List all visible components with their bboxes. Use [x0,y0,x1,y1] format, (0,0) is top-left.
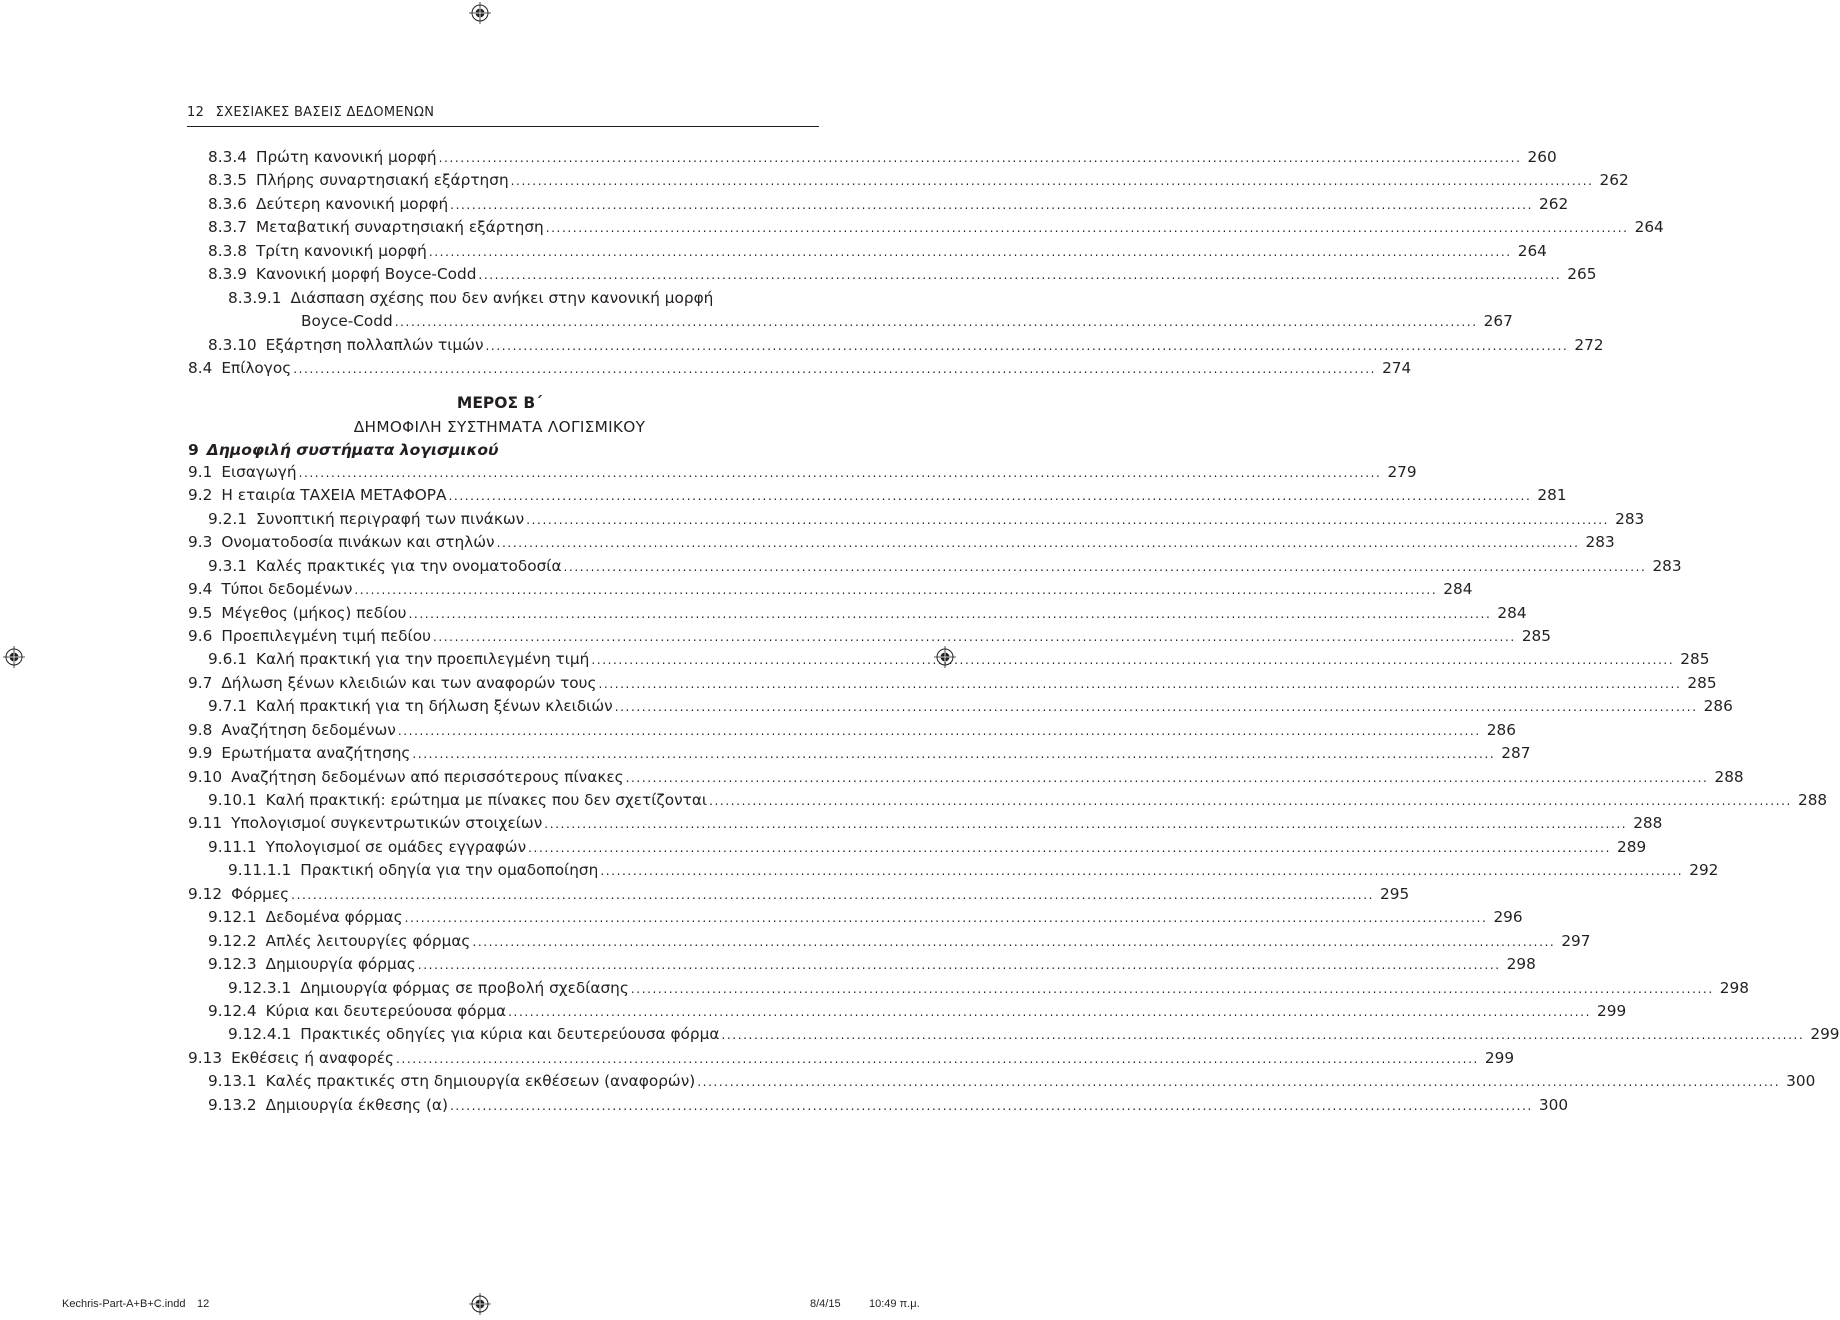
toc-entry-number: 9.12.2 [208,931,257,950]
toc-entry [188,697,1733,720]
toc-entry-label [208,218,544,236]
toc-leader-dots: ........................................................................................................................................................................................................ [448,489,1532,504]
toc-leader-dots: ........................................................................................................................................................................................................ [397,723,1481,738]
toc-entry-number: 9.2 [188,486,213,505]
toc-entry-label [188,359,291,377]
toc-entry-label [188,814,542,832]
toc-entry-label [208,838,526,856]
toc-section-part-b [188,462,1840,1119]
toc-leader-dots: ........................................................................................................................................................................................................ [526,512,1610,527]
toc-entry-page: 260 [1527,148,1557,166]
toc-entry-title: Καλές πρακτικές στη δημιουργία εκθέσεων (αναφορών) [265,1072,696,1091]
toc-entry [188,580,1473,603]
toc-leader-dots: ........................................................................................................................................................................................................ [508,1004,1592,1019]
toc-entry-title: Ονοματοδοσία πινάκων και στηλών [221,533,495,552]
toc-entry-number: 8.3.9 [208,265,247,284]
toc-entry-title: Δημιουργία φόρμας σε προβολή σχεδίασης [300,978,629,997]
toc-entry-page: 283 [1652,556,1682,575]
part-heading [188,392,809,439]
toc-leader-dots: ........................................................................................................................................................................................................ [528,840,1612,855]
toc-entry [188,603,1527,627]
toc-entry-label [188,1049,394,1067]
toc-leader-dots: ........................................................................................................................................................................................................ [510,174,1594,189]
toc-entry [188,720,1516,744]
toc-entry-page: 283 [1615,509,1645,528]
toc-entry [188,1001,1627,1025]
toc-entry-number: 9.12.4 [208,1001,257,1020]
toc-entry-number: 9.13.1 [208,1072,257,1091]
toc-entry [188,335,1604,359]
toc-entry-page: 288 [1797,791,1828,809]
chapter-title: Δημοφιλή συστήματα λογισμικού [206,441,499,460]
toc-entry-page: 292 [1689,861,1719,880]
toc-entry [188,312,1513,335]
toc-entry-page: 288 [1714,767,1744,786]
header-page-number: 12 [187,105,205,120]
toc-leader-dots: ........................................................................................................................................................................................................ [394,315,1478,330]
toc-entry-number: 9.6 [188,626,213,645]
toc-leader-dots: ........................................................................................................................................................................................................ [428,244,1512,259]
toc-entry [188,218,1664,241]
toc-entry-number: 8.3.7 [208,218,247,237]
slug-date: 8/4/15 [810,1298,841,1310]
toc-leader-dots: ........................................................................................................................................................................................................ [625,770,1709,785]
toc-leader-dots: ........................................................................................................................................................................................................ [450,197,1534,212]
toc-entry-title: Μέγεθος (μήκος) πεδίου [221,603,407,622]
toc-leader-dots: ........................................................................................................................................................................................................ [291,887,1375,902]
toc-leader-dots: ........................................................................................................................................................................................................ [449,1098,1533,1113]
toc-entry-label [208,650,589,668]
slug-page: 12 [197,1298,210,1310]
toc-entry-page: 274 [1382,358,1412,377]
toc-entry-label [208,195,448,213]
toc-entry-number: 9.2.1 [208,509,247,528]
toc-entry-label [208,171,509,189]
toc-entry-number: 8.3.5 [208,171,247,190]
toc-entry-number: 9.4 [188,580,213,599]
toc-entry [188,1048,1515,1072]
chapter-number: 9 [188,441,199,460]
registration-mark-left-icon [3,646,25,668]
toc-entry-title: Καλή πρακτική: ερώτημα με πίνακες που δεν σχετίζονται [265,791,708,809]
toc-leader-dots: ........................................................................................................................................................................................................ [598,676,1682,691]
running-header [187,105,827,120]
toc-entry-title: Κανονική μορφή Boyce-Codd [255,265,477,284]
toc-entry-title: Δεύτερη κανονική μορφή [255,194,449,213]
toc-leader-dots: ........................................................................................................................................................................................................ [721,1028,1805,1043]
toc-entry [188,1072,1816,1095]
toc-entry-label [208,510,524,528]
toc-entry-page: 289 [1617,837,1647,856]
toc-entry-number: 9.12.4.1 [228,1025,292,1044]
toc-entry-page: 262 [1599,171,1629,190]
toc-entry-page: 297 [1561,931,1591,950]
toc-entry-number: 8.3.8 [208,241,247,260]
toc-entry-label [208,265,476,283]
toc-entry [188,171,1629,194]
toc-entry-number: 9.13.2 [208,1095,257,1114]
toc-entry-label [208,1072,695,1090]
toc-entry-number: 9.8 [188,720,213,739]
toc-entry-label [188,580,352,598]
toc-entry-label [208,336,484,354]
toc-entry-number: 9.1 [188,462,213,481]
slug-filename: Kechris-Part-A+B+C.indd [62,1298,186,1310]
toc-entry-title: Τύποι δεδομένων [221,580,353,599]
toc-entry-title: Επίλογος [221,358,292,377]
toc-entry [188,486,1567,509]
toc-entry-label [188,674,596,692]
toc-leader-dots: ........................................................................................................................................................................................................ [709,794,1792,808]
toc-entry-number: 9.10.1 [208,791,257,809]
toc-entry-number: 9.12.3 [208,955,257,974]
toc-entry-number: 9.3 [188,533,213,552]
toc-entry-label [208,932,470,950]
toc-entry-number: 9.7 [188,673,213,692]
toc-entry-title: Πρακτική οδηγία για την ομαδοποίηση [300,861,599,880]
toc-leader-dots: ........................................................................................................................................................................................................ [396,1051,1479,1066]
toc-entry-page: 267 [1483,312,1513,331]
toc-entry-label [188,768,624,786]
toc-entry-page: 272 [1574,335,1604,354]
toc-entry-page: 299 [1484,1048,1515,1067]
toc-entry-label [208,1002,506,1020]
toc-entry-title: Καλές πρακτικές για την ονοματοδοσία [255,556,562,575]
chapter-heading [188,439,809,463]
toc-entry-title: Πρακτικές οδηγίες για κύρια και δευτερεύουσα φόρμα [300,1025,720,1044]
toc-entry-page: 262 [1539,194,1569,213]
toc-entry-number: 9.6.1 [208,650,247,669]
toc-entry-label [208,955,416,973]
toc-leader-dots: ........................................................................................................................................................................................................ [478,268,1562,283]
toc-entry [188,265,1597,288]
toc-entry [188,673,1717,697]
toc-entry-page: 298 [1506,955,1536,974]
toc-entry-page: 285 [1687,673,1717,692]
toc-leader-dots: ........................................................................................................................................................................................................ [485,338,1569,353]
toc-entry [188,767,1744,791]
toc-entry-title: Μεταβατική συναρτησιακή εξάρτηση [255,218,544,237]
toc-entry-label [208,697,613,715]
toc-entry-title: Τρίτη κανονική μορφή [255,241,427,260]
toc-leader-dots: ........................................................................................................................................................................................................ [544,817,1628,832]
toc-entry-label [208,148,437,166]
toc-entry-page: 283 [1585,533,1615,552]
toc-entry-title: Συνοπτική περιγραφή των πινάκων [255,509,525,528]
toc-entry-title: Απλές λειτουργίες φόρμας [265,931,471,950]
toc-entry-title: Αναζήτηση δεδομένων [221,720,396,739]
toc-entry-number: 9.11 [188,814,223,833]
toc-entry-page: 300 [1538,1095,1569,1114]
toc-entry-page: 286 [1703,697,1733,716]
toc-entry-title: Εκθέσεις ή αναφορές [231,1048,395,1067]
toc-entry-title: Φόρμες [231,884,290,903]
toc-leader-dots: ........................................................................................................................................................................................................ [591,653,1675,668]
toc-entry [188,814,1663,837]
toc-entry-label [188,533,495,551]
toc-entry-page: 284 [1443,580,1473,599]
toc-entry [188,744,1531,767]
toc-entry [188,194,1569,218]
toc-entry-title: Κύρια και δευτερεύουσα φόρμα [265,1001,507,1020]
toc-entry-page: 264 [1634,218,1664,237]
toc-entry-title: Καλή πρακτική για τη δήλωση ξένων κλειδιών [255,697,613,716]
header-rule [187,126,819,127]
toc-entry [188,1025,1840,1048]
toc-entry [188,884,1410,908]
toc-leader-dots: ........................................................................................................................................................................................................ [412,747,1496,762]
toc-entry-number: 8.3.9.1 [228,288,282,307]
toc-entry [188,509,1645,533]
toc-entry-page: 288 [1633,814,1663,833]
toc-entry-label [188,744,410,762]
toc-entry [188,241,1547,265]
toc-entry-number: 9.10 [188,767,223,786]
toc-entry-number: 9.11.1 [208,837,257,856]
header-title: ΣΧΕΣΙΑΚΕΣ ΒΑΣΕΙΣ ΔΕΔΟΜΕΝΩΝ [215,105,435,120]
toc-entry-page: 265 [1567,265,1597,284]
toc-entry [188,148,1557,171]
toc-entry-title: Δημιουργία φόρμας [265,955,416,974]
toc-leader-dots: ........................................................................................................................................................................................................ [630,981,1714,996]
toc-entry-title: Πρώτη κανονική μορφή [255,148,437,166]
toc-entry-number: 9.12.1 [208,908,257,927]
toc-entry-label [188,721,396,739]
toc-entry-label [188,486,447,504]
toc-leader-dots: ........................................................................................................................................................................................................ [404,911,1488,926]
toc-entry [188,908,1523,931]
toc-entry-number: 9.7.1 [208,697,247,716]
toc-entry [188,650,1710,673]
part-subtitle: ΔΗΜΟΦΙΛΗ ΣΥΣΤΗΜΑΤΑ ΛΟΓΙΣΜΙΚΟΥ [353,417,646,436]
toc-section-part-a [188,148,1664,382]
registration-mark-top-icon [469,2,491,24]
toc-entry-label [188,885,289,903]
toc-entry-title: Εισαγωγή [221,462,297,481]
part-title: ΜΕΡΟΣ Β΄ [456,394,543,413]
toc-leader-dots: ........................................................................................................................................................................................................ [432,629,1516,644]
toc-entry-number: 8.3.6 [208,194,247,213]
toc-entry-title: Ερωτήματα αναζήτησης [221,744,411,763]
toc-entry [188,955,1536,978]
toc-entry-page: 281 [1537,486,1567,505]
toc-entry [188,861,1719,884]
toc-entry-page: 295 [1380,884,1410,903]
toc-entry [188,462,1417,486]
toc-entry-title: Δεδομένα φόρμας [265,908,403,927]
toc-entry-number: 9.13 [188,1048,223,1067]
toc-entry-page: 284 [1497,603,1527,622]
toc-entry-label [188,463,297,481]
toc-entry [188,1095,1569,1119]
toc-entry [188,978,1749,1002]
toc-entry-title: Πλήρης συναρτησιακή εξάρτηση [255,171,509,190]
toc-entry-label [208,791,707,809]
slug-time: 10:49 π.μ. [869,1298,920,1310]
toc-entry-label [188,627,431,645]
toc-leader-dots: ........................................................................................................................................................................................................ [298,465,1382,480]
toc-leader-dots: ........................................................................................................................................................................................................ [417,958,1501,973]
toc-entry-title: Υπολογισμοί σε ομάδες εγγραφών [265,837,527,856]
toc-entry-title: Αναζήτηση δεδομένων από περισσότερους πίνακες [231,767,624,786]
toc-entry [188,837,1647,861]
toc-entry-label [301,312,393,330]
print-slug [62,1298,922,1312]
toc-entry [188,289,809,312]
toc-entry-label [228,979,629,997]
toc-leader-dots: ........................................................................................................................................................................................................ [697,1075,1781,1090]
toc-entry [188,358,1412,382]
toc-entry-label [228,1025,719,1043]
toc-entry-label [228,861,598,879]
toc-leader-dots: ........................................................................................................................................................................................................ [438,151,1522,165]
toc-entry [188,626,1552,650]
toc-entry-page: 296 [1493,908,1523,927]
toc-entry-number: 9.9 [188,744,213,763]
toc-entry-page: 299 [1810,1025,1840,1044]
toc-entry-page: 298 [1719,978,1749,997]
toc-entry-title: Διάσπαση σχέσης που δεν ανήκει στην κανονική μορφή [290,288,714,307]
toc-entry-page: 264 [1517,241,1547,260]
toc-entry-title: Boyce-Codd [301,312,393,331]
toc-entry-number: 8.3.4 [208,148,247,166]
toc-entry-number: 8.3.10 [208,335,257,354]
toc-entry [188,931,1591,955]
toc-entry-title: Προεπιλεγμένη τιμή πεδίου [221,626,431,645]
toc-entry-title: Δημιουργία έκθεσης (α) [265,1095,448,1114]
toc-entry [188,533,1615,556]
toc-leader-dots: ........................................................................................................................................................................................................ [545,221,1629,236]
toc-entry [188,556,1682,580]
toc-leader-dots: ........................................................................................................................................................................................................ [563,559,1647,574]
toc-leader-dots: ........................................................................................................................................................................................................ [408,606,1492,621]
toc-entry-page: 279 [1387,462,1417,481]
toc-entry-title: Η εταιρία ΤΑΧΕΙΑ ΜΕΤΑΦΟΡΑ [221,486,447,505]
toc-entry-label [188,604,406,622]
toc-entry-title: Εξάρτηση πολλαπλών τιμών [265,335,484,354]
toc-leader-dots: ........................................................................................................................................................................................................ [472,934,1556,949]
toc-entry-page: 299 [1597,1001,1627,1020]
toc-entry-page: 285 [1521,626,1552,645]
toc-leader-dots: ........................................................................................................................................................................................................ [354,583,1438,598]
toc-entry [188,791,1828,814]
toc-entry-title: Υπολογισμοί συγκεντρωτικών στοιχείων [231,814,543,833]
table-of-contents [188,148,1840,1119]
toc-entry-page: 285 [1680,650,1710,669]
toc-entry-page: 300 [1786,1072,1816,1091]
toc-entry-number: 9.5 [188,603,213,622]
toc-entry-label [208,242,427,260]
toc-entry-label [208,1096,448,1114]
toc-leader-dots: ........................................................................................................................................................................................................ [496,536,1580,551]
toc-entry-label [208,557,562,575]
toc-entry-label [208,908,403,926]
toc-entry-number: 9.12.3.1 [228,978,292,997]
toc-leader-dots: ........................................................................................................................................................................................................ [293,361,1377,376]
toc-entry-title: Καλή πρακτική για την προεπιλεγμένη τιμή [255,650,590,669]
toc-entry-page: 286 [1486,720,1516,739]
toc-entry-number: 9.3.1 [208,556,247,575]
toc-entry-label [228,289,713,307]
toc-leader-dots: ........................................................................................................................................................................................................ [614,700,1698,715]
toc-entry-number: 9.12 [188,884,223,903]
toc-entry-page: 287 [1501,744,1531,763]
toc-entry-number: 9.11.1.1 [228,861,292,880]
toc-leader-dots: ........................................................................................................................................................................................................ [600,864,1684,879]
toc-entry-number: 8.4 [188,358,213,377]
toc-entry-title: Δήλωση ξένων κλειδιών και των αναφορών τους [221,673,597,692]
